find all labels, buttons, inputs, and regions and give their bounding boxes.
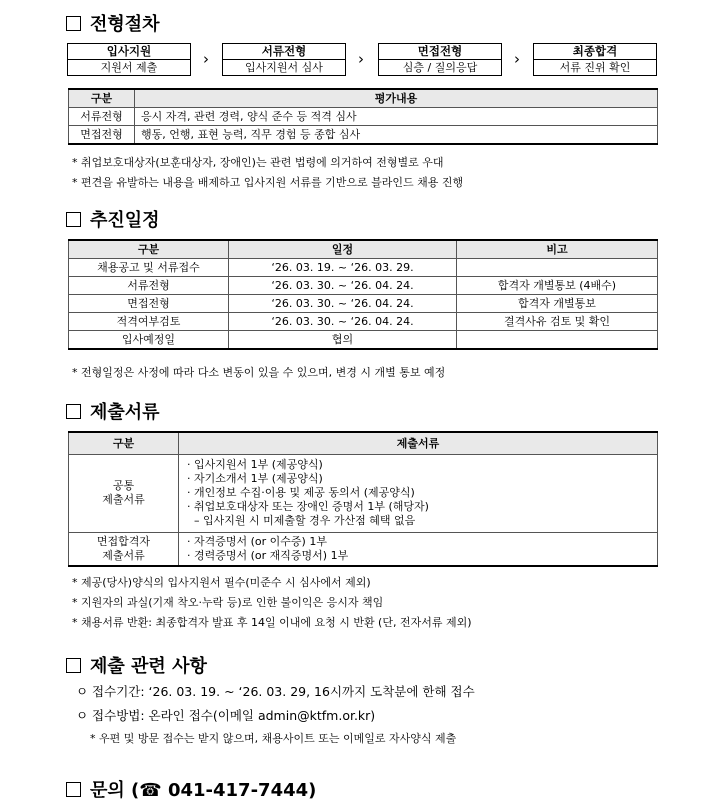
list-item: · 경력증명서 (or 재직증명서) 1부 (187, 548, 349, 562)
chevron-right-icon: › (514, 50, 520, 68)
evaluation-table: 구분 평가내용 서류전형 응시 자격, 관련 경력, 양식 준수 등 적격 심사 면접전형 행동, 언행, 표현 능력, 직무 경험 등 종합 심사 (68, 88, 658, 145)
square-bullet-icon (66, 16, 81, 31)
note-text: * 지원자의 과실(기재 착오·누락 등)로 인한 불이익은 응시자 책임 (72, 596, 384, 609)
note-text: * 우편 및 방문 접수는 받지 않으며, 채용사이트 또는 이메일로 자사양식 제출 (90, 732, 457, 745)
flow-step-apply: 입사지원 지원서 제출 (67, 43, 191, 76)
section-title-submission: 제출 관련 사항 (66, 652, 207, 678)
list-item: – 입사지원 시 미제출할 경우 가산점 혜택 없음 (187, 514, 416, 527)
note-text: * 제공(당사)양식의 입사지원서 필수(미준수 시 심사에서 제외) (72, 576, 371, 589)
section-title-documents: 제출서류 (66, 398, 160, 424)
schedule-table: 구분 일정 비고 채용공고 및 서류접수 ‘26. 03. 19. ~ ‘26. 03. 29. 서류전형 ‘26. 03. 30. ~ ‘26. 04. 24. 합격자 개별통보 (4배수) 면접전형 ‘26. 03. 30. ~ ‘26. 04. 24. 합격자 개별통보 적격여부검토 ‘26. 03. 30. ~ ‘26. 04. 24. 결격사유 검토 및 확인 입사예정일 협의 (68, 239, 658, 350)
documents-table: 구분 제출서류 공통 제출서류 · 입사지원서 1부 (제공양식) · 자기소개서 1부 (제공양식) · 개인정보 수집·이용 및 제공 동의서 (제공양식) · 취업보호대상자 또는 장애인 증명서 1부 (해당자) – 입사지원 시 미제출할 경우 가산점 혜택 없음 면접합격자 제출서류 · 자격증명서 (or 이수증) 1부 · 경력증명서 (or 재직증명서) 1부 (68, 431, 658, 567)
process-flow (67, 43, 657, 77)
list-item: · 자기소개서 1부 (제공양식) (187, 472, 323, 485)
square-bullet-icon (66, 212, 81, 227)
note-text: * 채용서류 반환: 최종합격자 발표 후 14일 이내에 요청 시 반환 (단, 전자서류 제외) (72, 616, 472, 629)
table-row: 면접합격자 제출서류 · 자격증명서 (or 이수증) 1부 · 경력증명서 (or 재직증명서) 1부 (69, 532, 658, 566)
list-item: · 자격증명서 (or 이수증) 1부 (187, 534, 327, 548)
table-row: 공통 제출서류 · 입사지원서 1부 (제공양식) · 자기소개서 1부 (제공양식) · 개인정보 수집·이용 및 제공 동의서 (제공양식) · 취업보호대상자 또는 장애인 증명서 1부 (해당자) – 입사지원 시 미제출할 경우 가산점 혜택 없음 (69, 454, 658, 532)
note-text: * 전형일정은 사정에 따라 다소 변동이 있을 수 있으며, 변경 시 개별 통보 예정 (72, 366, 446, 379)
section-title-procedure: 전형절차 (66, 10, 160, 36)
flow-step-document: 서류전형 입사지원서 심사 (222, 43, 346, 76)
chevron-right-icon: › (203, 50, 209, 68)
table-row: 적격여부검토 ‘26. 03. 30. ~ ‘26. 04. 24. 결격사유 검토 및 확인 (69, 313, 658, 331)
list-item: · 입사지원서 1부 (제공양식) (187, 458, 323, 471)
square-bullet-icon (66, 782, 81, 797)
note-text: * 편견을 유발하는 내용을 배제하고 입사지원 서류를 기반으로 블라인드 채용 진행 (72, 176, 464, 189)
table-row: 입사예정일 협의 (69, 331, 658, 350)
square-bullet-icon (66, 404, 81, 419)
table-row: 면접전형 행동, 언행, 표현 능력, 직무 경험 등 종합 심사 (69, 126, 658, 145)
table-row: 서류전형 ‘26. 03. 30. ~ ‘26. 04. 24. 합격자 개별통보 (4배수) (69, 277, 658, 295)
table-row: 면접전형 ‘26. 03. 30. ~ ‘26. 04. 24. 합격자 개별통보 (69, 295, 658, 313)
table-row: 채용공고 및 서류접수 ‘26. 03. 19. ~ ‘26. 03. 29. (69, 259, 658, 277)
section-title-schedule: 추진일정 (66, 206, 160, 232)
list-item: · 개인정보 수집·이용 및 제공 동의서 (제공양식) (187, 486, 415, 499)
note-text: * 취업보호대상자(보훈대상자, 장애인)는 관련 법령에 의거하여 전형별로 우대 (72, 156, 444, 169)
submission-method: ㅇ 접수방법: 온라인 접수(이메일 admin@ktfm.or.kr) (76, 708, 376, 723)
submission-period: ㅇ 접수기간: ‘26. 03. 19. ~ ‘26. 03. 29, 16시까지 도착분에 한해 접수 (76, 684, 475, 699)
flow-step-final: 최종합격 서류 진위 확인 (533, 43, 657, 76)
table-row: 서류전형 응시 자격, 관련 경력, 양식 준수 등 적격 심사 (69, 108, 658, 126)
section-title-inquiry: 문의 (☎ 041-417-7444) (66, 776, 316, 802)
chevron-right-icon: › (358, 50, 364, 68)
list-item: · 취업보호대상자 또는 장애인 증명서 1부 (해당자) (187, 500, 429, 513)
flow-step-interview: 면접전형 심층 / 질의응답 (378, 43, 502, 76)
square-bullet-icon (66, 658, 81, 673)
